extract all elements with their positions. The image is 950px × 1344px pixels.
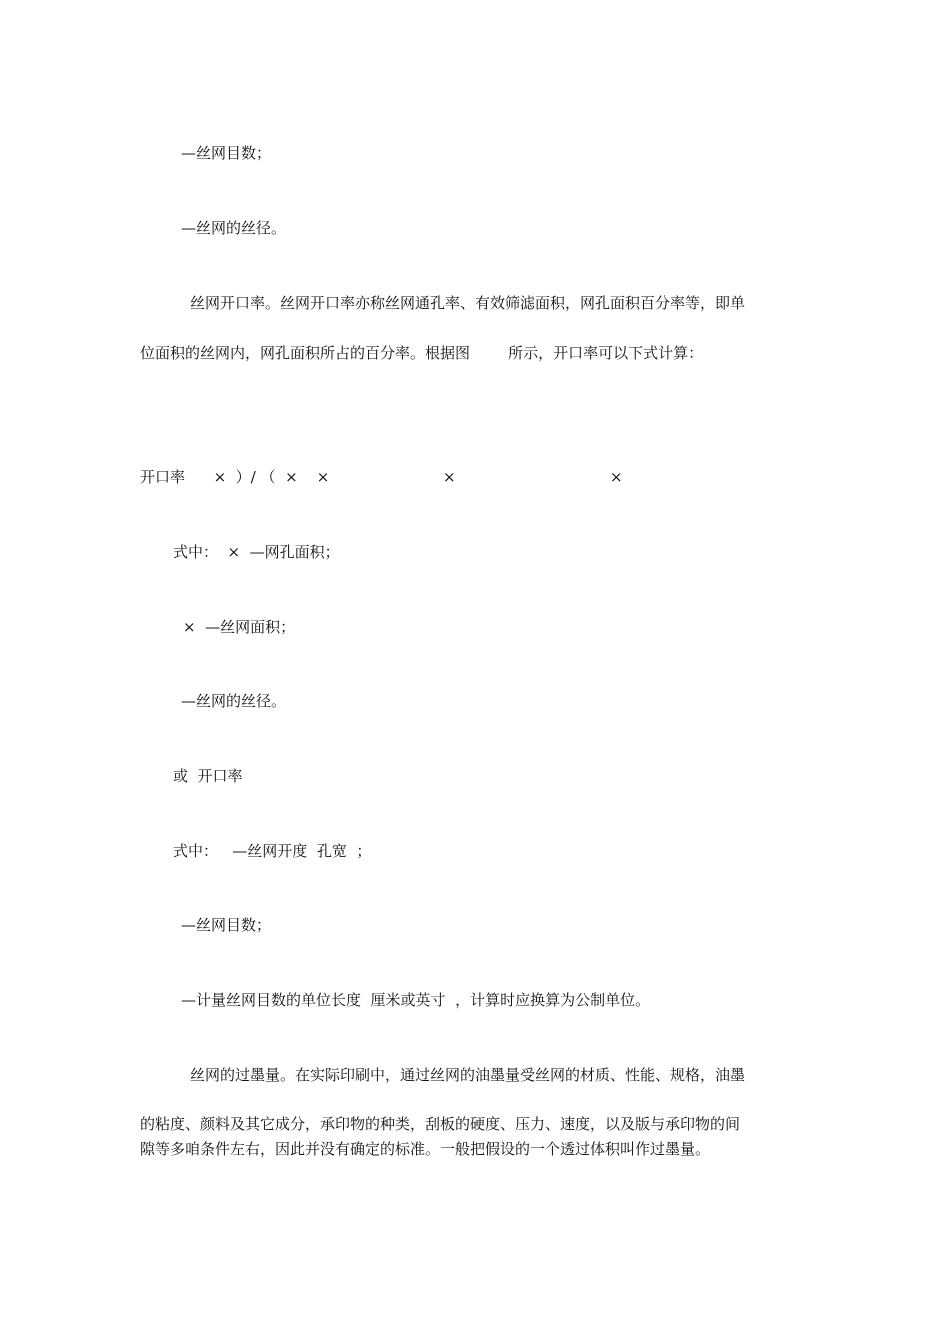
text-line-mesh-count-1: —丝网目数； [181, 144, 272, 162]
definition-mesh-count: —丝网目数； [181, 916, 272, 934]
formula-multiply-sign-1: × [443, 468, 456, 486]
formula-alt-open-area: 或 开口率 [173, 767, 243, 785]
paragraph-open-area-line-1: 丝网开口率。丝网开口率亦称丝网通孔率、有效筛滤面积，网孔面积百分率等，即单 [190, 294, 746, 312]
text-line-wire-diameter-1: —丝网的丝径。 [181, 219, 287, 237]
paragraph-open-area-line-2: 位面积的丝网内，网孔面积所占的百分率。根据图 所示，开口率可以下式计算： [140, 344, 704, 362]
paragraph-ink-volume-line-2: 的粘度、颜料及其它成分，承印物的种类，刮板的硬度、压力、速度，以及版与承印物的间 [140, 1115, 741, 1133]
formula-multiply-sign-2: × [610, 468, 623, 486]
definition-mesh-opening: 式中： —丝网开度 孔宽 ； [173, 842, 372, 860]
definition-screen-area: × —丝网面积； [183, 618, 296, 636]
definition-unit-length: —计量丝网目数的单位长度 厘米或英寸 ，计算时应换算为公制单位。 [181, 991, 651, 1009]
paragraph-ink-volume-line-1: 丝网的过墨量。在实际印刷中，通过丝网的油墨量受丝网的材质、性能、规格，油墨 [190, 1066, 746, 1084]
formula-open-area: 开口率 × ）/ （ × × [140, 468, 330, 486]
definition-wire-diameter: —丝网的丝径。 [181, 692, 287, 710]
definition-mesh-area: 式中： × —网孔面积； [173, 543, 340, 561]
paragraph-ink-volume-line-3: 隙等多咱条件左右，因此并没有确定的标准。一般把假设的一个透过体积叫作过墨量。 [140, 1140, 711, 1158]
